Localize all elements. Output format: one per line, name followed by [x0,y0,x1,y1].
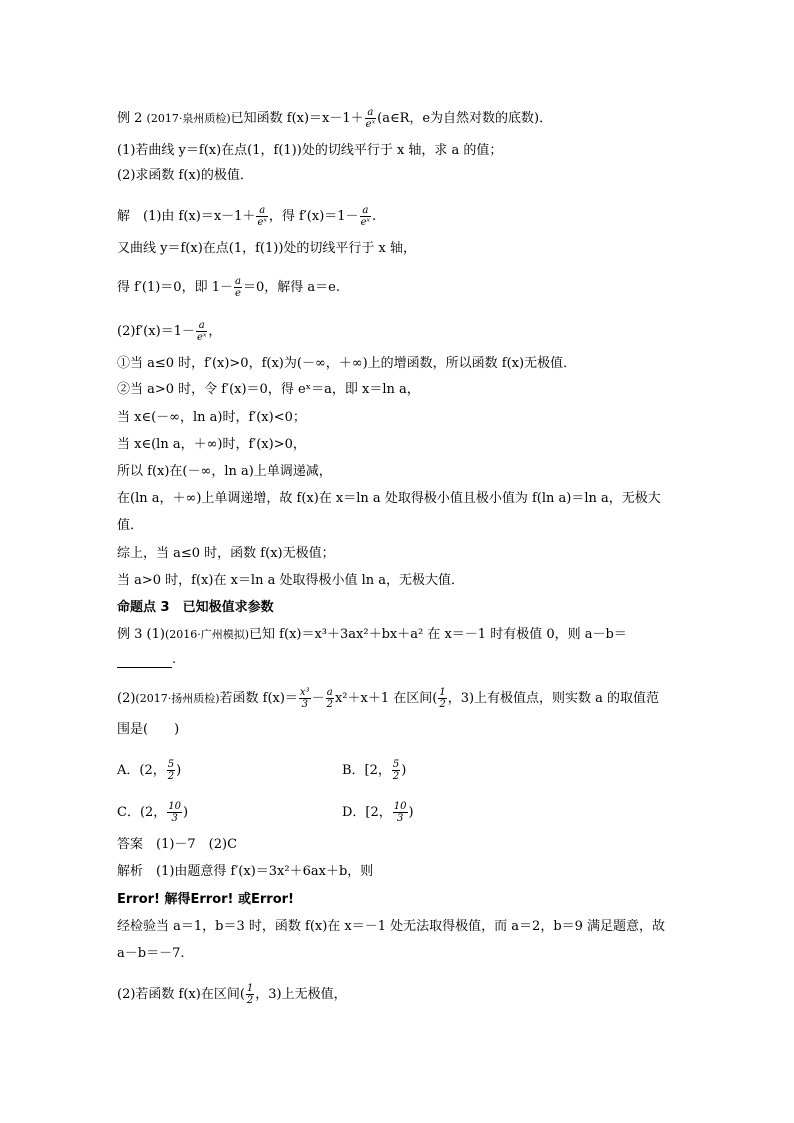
fraction: $\frac{\text{x³}}{3}$ [299,687,310,710]
question-2: (2)求函数 f(x)的极值． [117,168,253,183]
fraction: $\frac{a}{\text{eˣ}}$ [360,205,371,228]
solution-line-1: 解 (1)由 f(x)＝x－1＋ $\frac{a}{\text{eˣ}}$ ，得 f′(x)＝1－ $\frac{a}{\text{eˣ}}$ . [117,205,377,228]
analysis-part-2: (2)若函数 f(x)在区间( $\frac{1}{2}$ ，3)上无极值， [117,983,347,1006]
answer-blank [117,655,172,668]
fraction: $\frac{1}{2}$ [439,687,446,710]
summary-2: 当 a>0 时，f(x)在 x＝ln a 处取得极小值 ln a，无极大值． [117,573,465,588]
solution-line-2: 又曲线 y＝f(x)在点(1，f(1))处的切线平行于 x 轴， [117,241,417,256]
fraction: $\frac{a}{2}$ [326,687,333,710]
example-3-part-2: (2)(2017·扬州质检)若函数 f(x)＝ $\frac{\text{x³}}{3}$ － $\frac{a}{2}$ x²＋x＋1 在区间( $\frac{1}{2}$ ，3)上有极值点，则实数 a 的取值范 [117,687,660,710]
fraction: $\frac{a}{e}$ [235,276,241,299]
fraction: $\frac{5}{2}$ [392,759,400,782]
case-2b: 当 x∈(ln a，＋∞)时，f′(x)>0， [117,437,306,452]
fraction: $\frac{a}{\text{eˣ}}$ [257,205,267,228]
check-line-1: 经检验当 a＝1，b＝3 时，函数 f(x)在 x＝－1 处无法取得极值，而 a＝2，b＝9 满足题意，故 [117,919,666,934]
answer-line: 答案 (1)－7 (2)C [117,837,238,852]
summary-1: 综上，当 a≤0 时，函数 f(x)无极值； [117,546,335,561]
case-2d: 在(ln a，＋∞)上单调递增，故 f(x)在 x＝ln a 处取得极小值且极小值为 f(ln a)＝ln a，无极大 [117,491,661,506]
option-c: C．(2， $\frac{10}{3}$ ) [117,801,189,824]
solution-line-4: (2)f′(x)＝1－ $\frac{a}{\text{eˣ}}$ ， [117,320,222,343]
fraction: $\frac{1}{2}$ [246,983,254,1006]
case-2a: 当 x∈(－∞，ln a)时，f′(x)<0； [117,410,306,425]
case-2: ②当 a>0 时，令 f′(x)＝0，得 eˣ＝a，即 x＝ln a， [117,382,420,397]
stem-text: 已知函数 f(x)＝x－1＋ [230,111,364,126]
analysis-line-1: 解析 (1)由题意得 f′(x)＝3x²＋6ax＋b，则 [117,864,374,879]
example-2-statement [117,107,552,130]
fraction: $\frac{a}{\text{eˣ}}$ [196,320,207,343]
fraction: $\frac{10}{3}$ [393,801,407,824]
check-line-2: a－b＝－7. [117,946,185,961]
example-label: 例 2 [117,111,143,126]
example-3-part-1: 例 3 (1)(2016·广州模拟)已知 f(x)＝x³＋3ax²＋bx＋a² 在 x＝－1 时有极值 0，则 a－b＝ [117,627,627,642]
case-2e: 值． [117,518,144,533]
stem-text: (a∈R，e为自然对数的底数)． [377,111,553,126]
option-d: D．[2， $\frac{10}{3}$ ) [342,801,414,824]
option-a: A．(2， $\frac{5}{2}$ ) [117,759,182,782]
case-1: ①当 a≤0 时，f′(x)>0，f(x)为(－∞，＋∞)上的增函数，所以函数 f(x)无极值． [117,356,577,371]
option-b: B．[2， $\frac{5}{2}$ ) [342,759,407,782]
source-note: (2016·广州模拟) [164,628,250,641]
topic-heading: 命题点 3 已知极值求参数 [117,600,274,615]
answer-blank-line: . [117,652,176,668]
fraction: $\frac{a}{\text{eˣ}}$ [365,107,376,130]
fraction: $\frac{5}{2}$ [167,759,175,782]
example-3-part-2-cont: 围是( ) [117,722,180,737]
question-1: (1)若曲线 y＝f(x)在点(1，f(1))处的切线平行于 x 轴，求 a 的值； [117,143,503,158]
fraction: $\frac{10}{3}$ [168,801,182,824]
source-note: (2017·泉州质检) [146,112,231,125]
example-label: 例 3 [117,627,143,642]
error-line: Error! 解得Error! 或Error! [117,892,294,907]
solution-line-3: 得 f′(1)＝0，即 1－ $\frac{a}{e}$ ＝0，解得 a＝e. [117,276,340,299]
case-2c: 所以 f(x)在(－∞，ln a)上单调递减， [117,464,332,479]
source-note: (2017·扬州质检) [135,692,220,705]
